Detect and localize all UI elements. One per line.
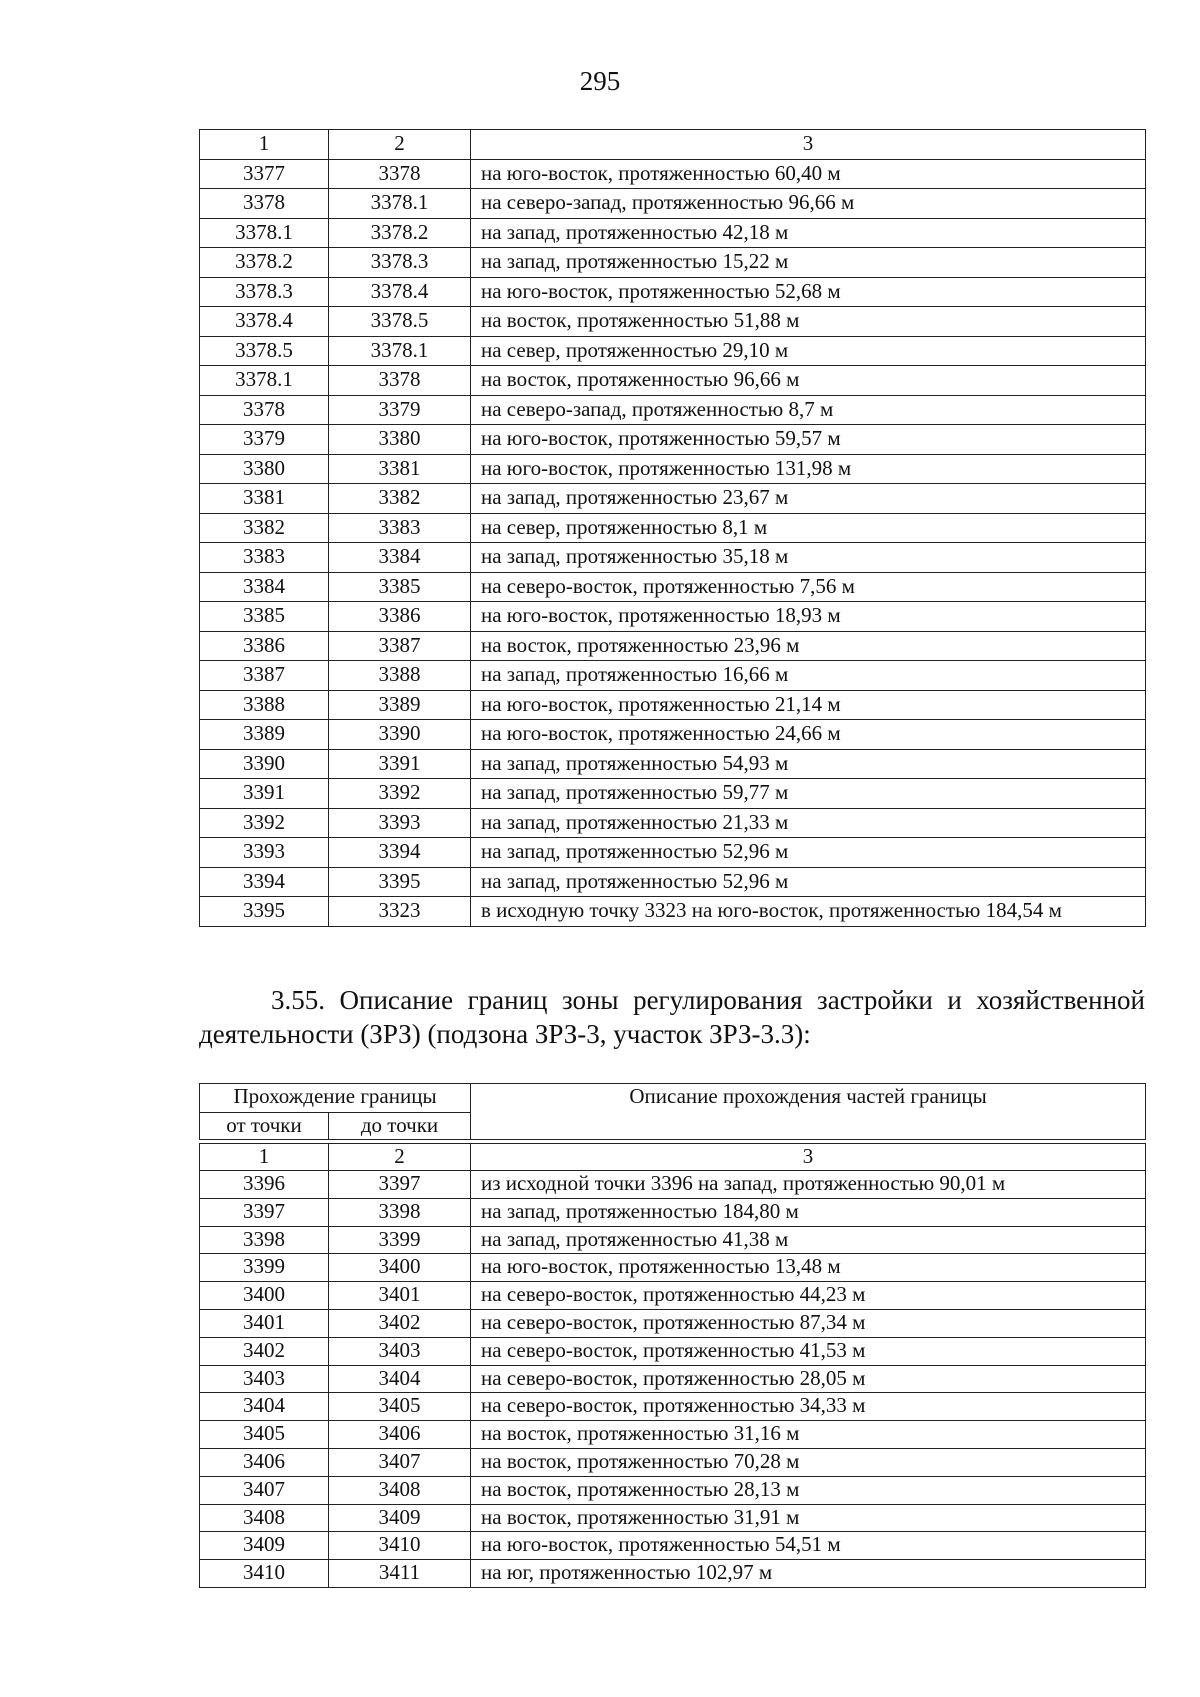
description-header: Описание прохождения частей границы (471, 1084, 1146, 1140)
from-point-cell: 3387 (200, 661, 329, 691)
from-point-cell: 3397 (200, 1198, 329, 1226)
to-point-cell: 3403 (329, 1337, 471, 1365)
to-point-cell: 3378.1 (329, 336, 471, 366)
from-point-cell: 3399 (200, 1254, 329, 1282)
to-point-cell: 3395 (329, 867, 471, 897)
from-point-cell: 3409 (200, 1532, 329, 1560)
table-row (200, 1504, 1146, 1532)
table-row (200, 159, 1146, 189)
to-point-cell: 3379 (329, 395, 471, 425)
description-cell: на север, протяженностью 8,1 м (471, 513, 1146, 543)
description-cell: на северо-запад, протяженностью 8,7 м (471, 395, 1146, 425)
to-point-cell: 3410 (329, 1532, 471, 1560)
to-point-cell: 3405 (329, 1393, 471, 1421)
table-row (200, 543, 1146, 573)
to-point-cell: 3392 (329, 779, 471, 809)
table-row (200, 1560, 1146, 1588)
to-point-cell: 3378 (329, 366, 471, 396)
description-cell: на запад, протяженностью 35,18 м (471, 543, 1146, 573)
description-cell: на восток, протяженностью 70,28 м (471, 1448, 1146, 1476)
table-row (200, 897, 1146, 927)
to-point-cell: 3402 (329, 1309, 471, 1337)
description-cell: из исходной точки 3396 на запад, протяженностью 90,01 м (471, 1171, 1146, 1199)
column-number-1: 1 (200, 130, 329, 160)
table-row (200, 631, 1146, 661)
table-row (200, 1254, 1146, 1282)
description-cell: на северо-восток, протяженностью 87,34 м (471, 1309, 1146, 1337)
description-cell: на северо-восток, протяженностью 34,33 м (471, 1393, 1146, 1421)
from-point-cell: 3378.1 (200, 366, 329, 396)
table-row (200, 808, 1146, 838)
to-point-cell: 3323 (329, 897, 471, 927)
to-point-cell: 3399 (329, 1226, 471, 1254)
column-number-3: 3 (471, 130, 1146, 160)
table-row (200, 1198, 1146, 1226)
column-number-2: 2 (329, 130, 471, 160)
table-row (200, 366, 1146, 396)
to-point-cell: 3411 (329, 1560, 471, 1588)
description-cell: на восток, протяженностью 51,88 м (471, 307, 1146, 337)
from-point-cell: 3393 (200, 838, 329, 868)
table-row (200, 454, 1146, 484)
from-point-cell: 3378 (200, 189, 329, 219)
from-point-header: от точки (200, 1113, 329, 1140)
table-row (200, 336, 1146, 366)
table-row (200, 425, 1146, 455)
description-cell: на север, протяженностью 29,10 м (471, 336, 1146, 366)
table-row (200, 1393, 1146, 1421)
boundary-table-zrz-3-3 (199, 1083, 1146, 1588)
from-point-cell: 3402 (200, 1337, 329, 1365)
to-point-cell: 3393 (329, 808, 471, 838)
description-cell: на юго-восток, протяженностью 54,51 м (471, 1532, 1146, 1560)
from-point-cell: 3378.2 (200, 248, 329, 278)
table-row (200, 513, 1146, 543)
boundary-passage-header: Прохождение границы (200, 1084, 471, 1113)
description-cell: на запад, протяженностью 52,96 м (471, 838, 1146, 868)
description-cell: на запад, протяженностью 54,93 м (471, 749, 1146, 779)
from-point-cell: 3378.3 (200, 277, 329, 307)
from-point-cell: 3380 (200, 454, 329, 484)
column-number-2: 2 (329, 1144, 471, 1171)
from-point-cell: 3385 (200, 602, 329, 632)
from-point-cell: 3377 (200, 159, 329, 189)
to-point-cell: 3407 (329, 1448, 471, 1476)
description-cell: на северо-запад, протяженностью 96,66 м (471, 189, 1146, 219)
to-point-cell: 3383 (329, 513, 471, 543)
description-cell: на запад, протяженностью 52,96 м (471, 867, 1146, 897)
table-row (200, 690, 1146, 720)
from-point-cell: 3396 (200, 1171, 329, 1199)
table-row (200, 572, 1146, 602)
from-point-cell: 3407 (200, 1476, 329, 1504)
table-row (200, 248, 1146, 278)
to-point-cell: 3404 (329, 1365, 471, 1393)
from-point-cell: 3390 (200, 749, 329, 779)
to-point-cell: 3409 (329, 1504, 471, 1532)
description-cell: на восток, протяженностью 96,66 м (471, 366, 1146, 396)
description-cell: на запад, протяженностью 59,77 м (471, 779, 1146, 809)
description-cell: на юго-восток, протяженностью 13,48 м (471, 1254, 1146, 1282)
to-point-cell: 3378.1 (329, 189, 471, 219)
section-heading: 3.55. Описание границ зоны регулирования застройки и хозяйственной деятельности (ЗРЗ) (подзона ЗРЗ-3, участок ЗРЗ-3.3): (199, 985, 1145, 1049)
table-row (200, 218, 1146, 248)
table-row (200, 1365, 1146, 1393)
column-number-3: 3 (471, 1144, 1146, 1171)
table-row (200, 1226, 1146, 1254)
table-row (200, 1476, 1146, 1504)
table-group-header-row (200, 1084, 1146, 1113)
description-cell: на восток, протяженностью 31,91 м (471, 1504, 1146, 1532)
from-point-cell: 3386 (200, 631, 329, 661)
description-cell: на восток, протяженностью 23,96 м (471, 631, 1146, 661)
from-point-cell: 3400 (200, 1282, 329, 1310)
table-row (200, 1532, 1146, 1560)
table-row (200, 1309, 1146, 1337)
from-point-cell: 3401 (200, 1309, 329, 1337)
from-point-cell: 3378.5 (200, 336, 329, 366)
from-point-cell: 3403 (200, 1365, 329, 1393)
description-cell: на юго-восток, протяженностью 18,93 м (471, 602, 1146, 632)
description-cell: на юго-восток, протяженностью 24,66 м (471, 720, 1146, 750)
to-point-cell: 3401 (329, 1282, 471, 1310)
description-cell: на запад, протяженностью 23,67 м (471, 484, 1146, 514)
description-cell: на восток, протяженностью 31,16 м (471, 1421, 1146, 1449)
table-row (200, 779, 1146, 809)
table-row (200, 189, 1146, 219)
from-point-cell: 3391 (200, 779, 329, 809)
to-point-cell: 3389 (329, 690, 471, 720)
description-cell: на северо-восток, протяженностью 44,23 м (471, 1282, 1146, 1310)
description-cell: на юго-восток, протяженностью 21,14 м (471, 690, 1146, 720)
page-number: 295 (579, 66, 621, 96)
description-cell: на юго-восток, протяженностью 59,57 м (471, 425, 1146, 455)
from-point-cell: 3404 (200, 1393, 329, 1421)
table-row (200, 277, 1146, 307)
to-point-cell: 3400 (329, 1254, 471, 1282)
from-point-cell: 3408 (200, 1504, 329, 1532)
table-row (200, 720, 1146, 750)
description-cell: на запад, протяженностью 184,80 м (471, 1198, 1146, 1226)
to-point-cell: 3378 (329, 159, 471, 189)
from-point-cell: 3378 (200, 395, 329, 425)
from-point-cell: 3394 (200, 867, 329, 897)
boundary-table-continued (199, 129, 1146, 927)
from-point-cell: 3389 (200, 720, 329, 750)
to-point-cell: 3378.2 (329, 218, 471, 248)
from-point-cell: 3382 (200, 513, 329, 543)
to-point-cell: 3382 (329, 484, 471, 514)
to-point-cell: 3391 (329, 749, 471, 779)
description-cell: на запад, протяженностью 41,38 м (471, 1226, 1146, 1254)
to-point-cell: 3378.5 (329, 307, 471, 337)
table-row (200, 484, 1146, 514)
table-row (200, 749, 1146, 779)
to-point-cell: 3385 (329, 572, 471, 602)
description-cell: на юго-восток, протяженностью 131,98 м (471, 454, 1146, 484)
description-cell: на северо-восток, протяженностью 41,53 м (471, 1337, 1146, 1365)
to-point-cell: 3394 (329, 838, 471, 868)
table-row (200, 1448, 1146, 1476)
from-point-cell: 3405 (200, 1421, 329, 1449)
from-point-cell: 3378.1 (200, 218, 329, 248)
to-point-header: до точки (329, 1113, 471, 1140)
from-point-cell: 3378.4 (200, 307, 329, 337)
to-point-cell: 3398 (329, 1198, 471, 1226)
table-row (200, 1171, 1146, 1199)
table-row (200, 1282, 1146, 1310)
to-point-cell: 3387 (329, 631, 471, 661)
to-point-cell: 3397 (329, 1171, 471, 1199)
table-row (200, 661, 1146, 691)
from-point-cell: 3383 (200, 543, 329, 573)
from-point-cell: 3395 (200, 897, 329, 927)
description-cell: на северо-восток, протяженностью 28,05 м (471, 1365, 1146, 1393)
from-point-cell: 3398 (200, 1226, 329, 1254)
table-row (200, 1421, 1146, 1449)
from-point-cell: 3392 (200, 808, 329, 838)
table-row (200, 395, 1146, 425)
description-cell: на юго-восток, протяженностью 52,68 м (471, 277, 1146, 307)
to-point-cell: 3408 (329, 1476, 471, 1504)
table-row (200, 838, 1146, 868)
table-header-row (200, 130, 1146, 160)
description-cell: на запад, протяженностью 42,18 м (471, 218, 1146, 248)
description-cell: на северо-восток, протяженностью 7,56 м (471, 572, 1146, 602)
table-row (200, 602, 1146, 632)
from-point-cell: 3406 (200, 1448, 329, 1476)
to-point-cell: 3390 (329, 720, 471, 750)
from-point-cell: 3384 (200, 572, 329, 602)
description-cell: на запад, протяженностью 15,22 м (471, 248, 1146, 278)
description-cell: на восток, протяженностью 28,13 м (471, 1476, 1146, 1504)
to-point-cell: 3380 (329, 425, 471, 455)
from-point-cell: 3410 (200, 1560, 329, 1588)
table-row (200, 307, 1146, 337)
to-point-cell: 3386 (329, 602, 471, 632)
table-row (200, 867, 1146, 897)
description-cell: на запад, протяженностью 16,66 м (471, 661, 1146, 691)
to-point-cell: 3406 (329, 1421, 471, 1449)
from-point-cell: 3379 (200, 425, 329, 455)
to-point-cell: 3378.3 (329, 248, 471, 278)
to-point-cell: 3388 (329, 661, 471, 691)
description-cell: в исходную точку 3323 на юго-восток, протяженностью 184,54 м (471, 897, 1146, 927)
from-point-cell: 3381 (200, 484, 329, 514)
table-row (200, 1337, 1146, 1365)
to-point-cell: 3381 (329, 454, 471, 484)
description-cell: на юго-восток, протяженностью 60,40 м (471, 159, 1146, 189)
description-cell: на юг, протяженностью 102,97 м (471, 1560, 1146, 1588)
to-point-cell: 3378.4 (329, 277, 471, 307)
column-number-1: 1 (200, 1144, 329, 1171)
to-point-cell: 3384 (329, 543, 471, 573)
column-numbers-row (200, 1144, 1146, 1171)
description-cell: на запад, протяженностью 21,33 м (471, 808, 1146, 838)
from-point-cell: 3388 (200, 690, 329, 720)
